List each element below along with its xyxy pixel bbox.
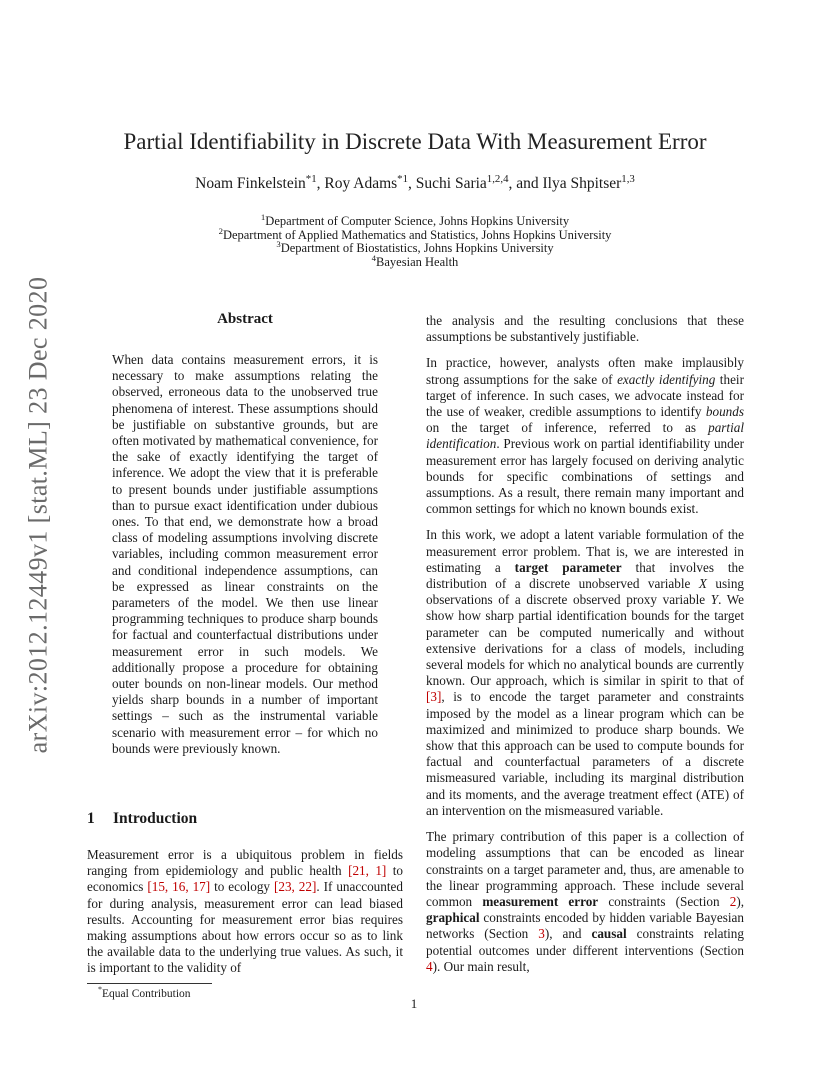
bold-text: measurement error <box>482 893 599 909</box>
emphasis-text: Y <box>710 592 719 608</box>
bold-text: graphical <box>426 910 480 926</box>
footnote <box>98 985 191 1000</box>
affiliation-text: Department of Computer Science, Johns Hopkins University <box>265 214 570 228</box>
body-text: ). Our main result, <box>432 958 530 974</box>
emphasis-text: X <box>698 576 707 592</box>
bold-text: target parameter <box>514 559 622 575</box>
author-affiliation-mark: *1 <box>397 172 409 185</box>
section-heading <box>87 810 197 828</box>
intro-left-column <box>87 847 403 977</box>
author-name: Noam Finkelstein <box>195 175 306 192</box>
body-text: . If unaccounted for during analysis, measurement error can lead biased results. Accounting for measurement error bias requires making assumptions about how errors occur so as to link the available data to the underlying true values. As such, it is important to the validity of <box>87 879 403 976</box>
body-paragraph <box>426 313 744 345</box>
affiliation-mark: 4 <box>371 252 377 263</box>
author-list <box>90 172 740 193</box>
section-number: 1 <box>87 810 95 827</box>
abstract-heading: Abstract <box>217 311 273 327</box>
arxiv-identifier <box>20 276 56 754</box>
author-name: Suchi Saria <box>415 175 487 192</box>
author-name: Ilya Shpitser <box>542 175 622 192</box>
body-paragraph <box>426 355 744 517</box>
body-text: to economics <box>87 863 403 895</box>
citation-link[interactable]: [15, 16, 17] <box>147 879 211 895</box>
body-text: constraints encoded by hidden variable Bayesian networks (Section <box>426 910 744 942</box>
emphasis-text: exactly identifying <box>617 371 716 387</box>
body-text: using observations of a discrete observed proxy variable <box>426 576 745 608</box>
body-text: In practice, however, analysts often make implausibly strong assumptions for the sake of <box>426 355 744 387</box>
citation-link[interactable]: [21, 1] <box>348 863 387 879</box>
footnote-mark: * <box>98 985 103 995</box>
bold-text: causal <box>591 926 627 942</box>
citation-link[interactable]: 3 <box>538 926 545 942</box>
paper-title: Partial Identifiability in Discrete Data With Measurement Error <box>123 129 707 154</box>
emphasis-text: partial identification <box>426 420 744 452</box>
citation-link[interactable]: 4 <box>426 958 433 974</box>
right-column <box>426 313 744 975</box>
body-text: ), <box>736 893 745 909</box>
affiliation-text: Department of Biostatistics, Johns Hopkins University <box>280 241 554 256</box>
body-text: the analysis and the resulting conclusions that these assumptions be substantively justifiable. <box>426 313 744 345</box>
affiliation-line <box>90 239 740 256</box>
affiliation-mark: 2 <box>218 225 223 236</box>
arxiv-identifier-text: arXiv:2012.12449v1 [stat.ML] 23 Dec 2020 <box>23 276 53 754</box>
citation-link[interactable]: 2 <box>729 893 737 909</box>
author-separator: , <box>408 175 416 192</box>
body-text: to ecology <box>210 879 274 895</box>
affiliations <box>90 211 740 269</box>
affiliation-line <box>90 211 740 229</box>
author-affiliation-mark: 1,3 <box>621 172 635 185</box>
body-text: In this work, we adopt a latent variable formulation of the measurement error problem. That is, we are interested in estimating a <box>426 527 744 575</box>
body-text: their target of inference. In such cases, we advocate instead for the use of weaker, credible assumptions to identify <box>426 371 744 420</box>
body-text: Measurement error is a ubiquitous problem in fields ranging from epidemiology and public health <box>87 847 403 879</box>
page-number: 1 <box>410 996 418 1011</box>
affiliation-mark: 1 <box>260 211 266 222</box>
intro-paragraph <box>87 847 403 977</box>
body-text: constraints (Section <box>598 893 730 909</box>
author-separator: , and <box>508 175 543 192</box>
body-paragraph <box>426 829 744 975</box>
affiliation-line <box>90 252 740 270</box>
body-text: . Previous work on partial identifiability under measurement error has largely focused on deriving analytic bounds for specific combinations of settings and assumptions. As a result, there remain many important and common settings for which no known bounds exist. <box>426 436 744 517</box>
author-affiliation-mark: *1 <box>305 172 317 185</box>
body-text: . We show how sharp partial identification bounds for the target parameter can be computed numerically and without extensive derivations for a class of models, including several models for which no analytical bounds are currently known. Our approach, which is similar in spirit to that of <box>426 592 744 689</box>
body-text: The primary contribution of this paper is a collection of modeling assumptions that can be encoded as linear constraints on a target parameter and, thus, are amenable to the linear programming approach. These include several common <box>426 829 744 909</box>
body-text: that involves the distribution of a discrete unobserved variable <box>426 559 744 592</box>
affiliation-mark: 3 <box>276 239 281 250</box>
body-paragraph <box>426 527 744 819</box>
footnote-rule <box>87 983 212 984</box>
affiliation-text: Bayesian Health <box>376 254 459 269</box>
body-text: constraints relating potential outcomes under different interventions (Section <box>426 926 744 958</box>
body-text: , is to encode the target parameter and constraints imposed by the model as a linear program which can be maximized and minimized to produce sharp bounds. We show that this approach can be used to compute bounds for factual and counterfactual parameters of a discrete mismeasured variable, including its marginal distribution and its moments, and the average treatment effect (ATE) of an intervention on the mismeasured variable. <box>426 689 744 818</box>
body-text: ), and <box>544 926 592 942</box>
author-separator: , <box>316 175 325 192</box>
body-text: on the target of inference, referred to as <box>426 420 709 436</box>
footnote-text: Equal Contribution <box>102 988 191 1000</box>
emphasis-text: bounds <box>705 404 744 420</box>
section-title: Introduction <box>113 810 198 827</box>
abstract-text: When data contains measurement errors, it is necessary to make assumptions relating the observed, erroneous data to the unobserved true phenomena of interest. These assumptions should be justifiable on substantive grounds, but are often motivated by mathematical convenience, for the sake of exactly identifying the target of inference. We adopt the view that it is preferable to present bounds under justifiable assumptions than to pursue exact identification under dubious ones. To that end, we demonstrate how a broad class of modeling assumptions involving discrete variables, including common measurement error and conditional independence assumptions, can be expressed as linear constraints on the parameters of the model. We then use linear programming techniques to produce sharp bounds for factual and counterfactual distributions under measurement error in such models. We additionally propose a procedure for obtaining outer bounds on non-linear models. Our method yields sharp bounds in a number of important settings – such as the instrumental variable scenario with measurement error – for which no bounds were previously known. <box>112 352 378 756</box>
author-affiliation-mark: 1,2,4 <box>486 172 509 185</box>
affiliation-text: Department of Applied Mathematics and Statistics, Johns Hopkins University <box>222 227 612 242</box>
author-name: Roy Adams <box>324 175 398 192</box>
citation-link[interactable]: [23, 22] <box>273 879 317 895</box>
citation-link[interactable]: [3] <box>426 689 442 705</box>
